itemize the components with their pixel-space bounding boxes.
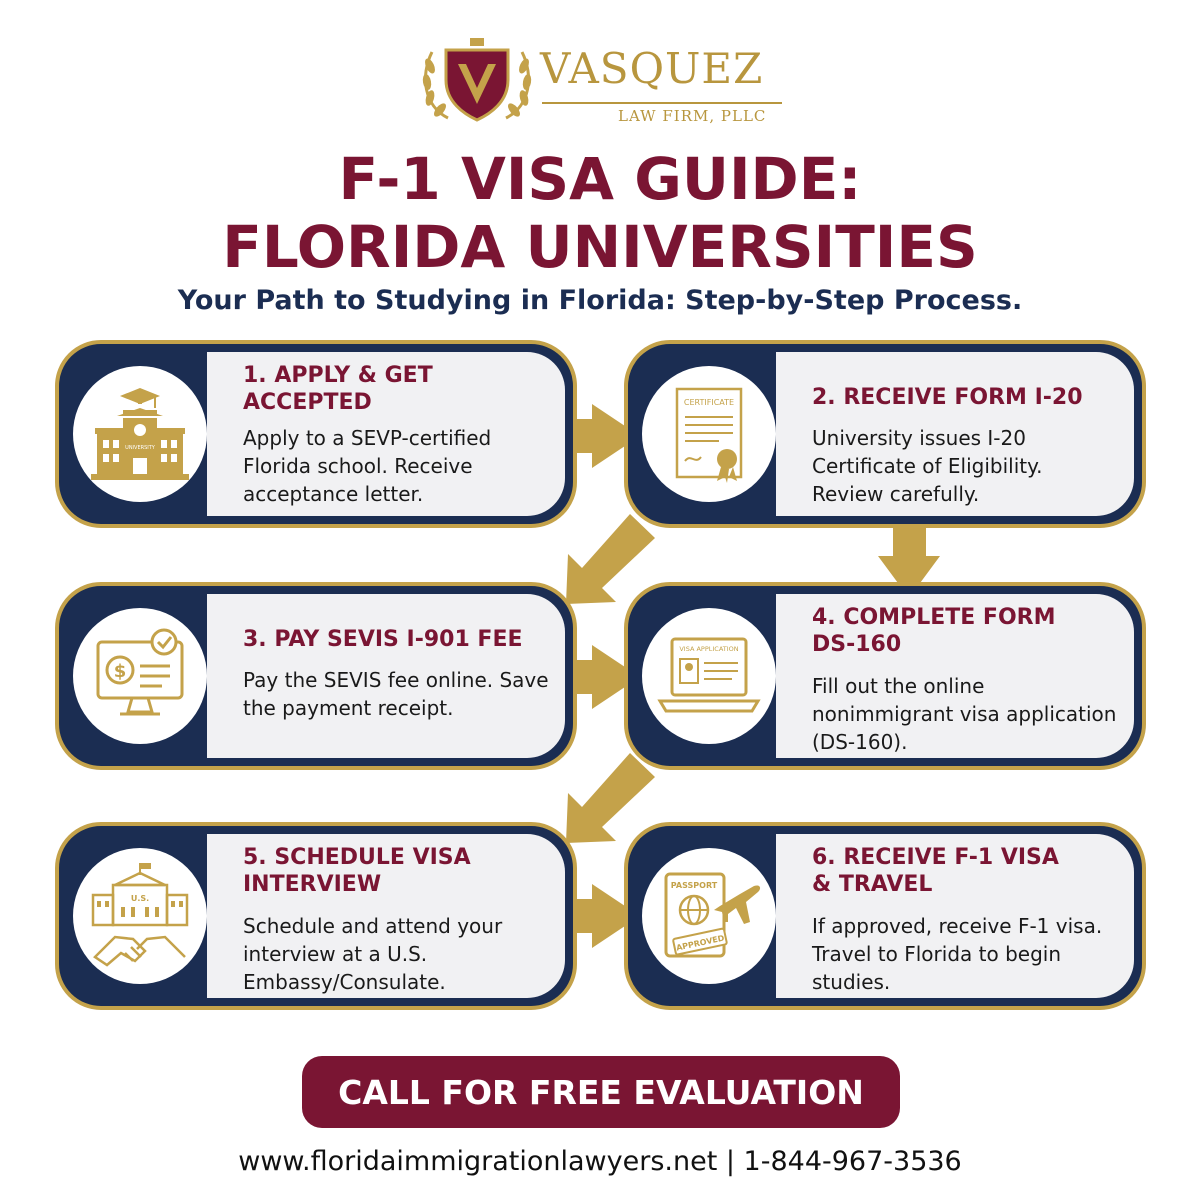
step-card-5 [55,822,577,1010]
step-5-description: Schedule and attend your interview at a U.S. Embassy/Consulate. [243,914,503,994]
step-3-title: 3. PAY SEVIS I-901 FEE [243,627,523,652]
payment-monitor-icon [73,608,207,744]
visa-application-label: VISA APPLICATION [679,645,739,653]
laptop-visa-application-icon [642,608,776,744]
passport-label: PASSPORT [670,881,718,890]
university-icon-label: UNIVERSITY [125,445,155,451]
approved-stamp: APPROVED [675,933,726,953]
page-subtitle: Your Path to Studying in Florida: Step-by-Step Process. [177,285,1023,316]
step-card-4 [624,582,1146,770]
step-5-title: 5. SCHEDULE VISA INTERVIEW [243,845,471,897]
call-for-free-evaluation-button[interactable]: CALL FOR FREE EVALUATION [302,1056,900,1128]
step-card-1 [55,340,577,528]
us-label: U.S. [130,894,150,903]
university-icon [73,366,207,502]
page-title-line-1: F-1 VISA GUIDE: [338,145,862,213]
step-4-description: Fill out the online nonimmigrant visa application (DS-160). [812,674,1117,754]
step-6-title: 6. RECEIVE F-1 VISA & TRAVEL [812,845,1059,897]
step-1-title: 1. APPLY & GET ACCEPTED [243,363,433,415]
dollar-sign: $ [113,661,127,682]
step-4-title: 4. COMPLETE FORM DS-160 [812,605,1056,657]
step-2-title: 2. RECEIVE FORM I-20 [812,385,1083,410]
step-1-description: Apply to a SEVP-certified Florida school. Receive acceptance letter. [243,426,492,506]
step-6-description: If approved, receive F-1 visa. Travel to Florida to begin studies. [812,914,1103,994]
embassy-handshake-icon [73,848,207,984]
certificate-icon-label: CERTIFICATE [683,398,735,407]
footer-contact[interactable]: www.floridaimmigrationlawyers.net | 1-844-967-3536 [238,1146,962,1177]
firm-name: VASQUEZ [540,44,764,93]
step-card-6 [624,822,1146,1010]
certificate-icon [642,366,776,502]
passport-airplane-icon [642,848,776,984]
page-title-line-2: FLORIDA UNIVERSITIES [222,213,978,281]
step-card-3 [55,582,577,770]
arrow-diagonal-4-to-5 [566,753,655,843]
step-card-2 [624,340,1146,528]
step-2-description: University issues I-20 Certificate of Eligibility. Review carefully. [812,426,1043,506]
step-3-description: Pay the SEVIS fee online. Save the payment receipt. [243,668,549,720]
firm-subtitle: LAW FIRM, PLLC [618,107,767,125]
